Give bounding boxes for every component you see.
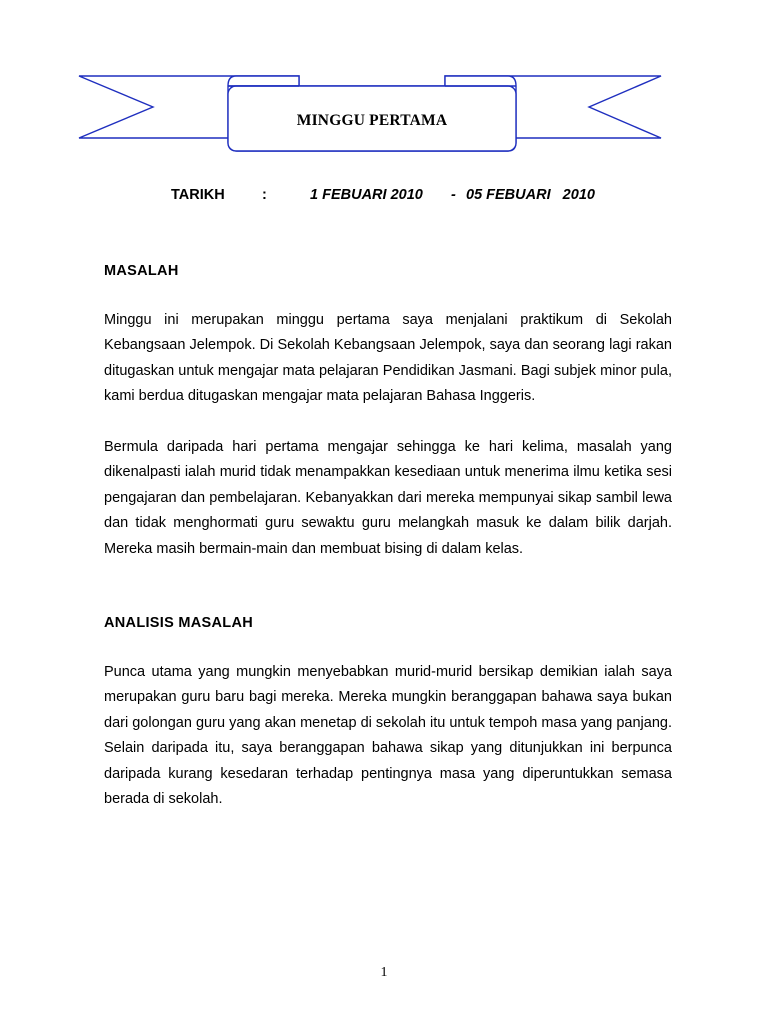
paragraph-masalah-2: Bermula daripada hari pertama mengajar sehingga ke hari kelima, masalah yang dikenalpasti ialah murid tidak menampakkan kesediaan untuk menerima ilmu ketika sesi pengajaran dan pembelajaran. Kebanyakkan dari mereka mempunyai sikap sambil lewa dan tidak menghormati guru sewaktu guru melangkah masuk ke dalam bilik darjah. Mereka masih bermain-main dan membuat bising di dalam kelas. [104,439,672,557]
page-number: 1 [380,965,388,980]
date-colon: : [262,187,267,203]
ribbon-banner [78,72,662,156]
paragraph-analisis-1: Punca utama yang mungkin menyebabkan murid-murid bersikap demikian ialah saya merupakan guru baru bagi mereka. Mereka mungkin beranggapan bahawa saya bukan dari golongan guru yang akan menetap di sekolah itu untuk tempoh masa yang panjang. Selain daripada itu, saya beranggapan bahawa sikap yang ditunjukkan ini berpunca daripada kurang kesedaran terhadap pentingnya masa yang diperuntukkan semasa berada di sekolah. [104,664,672,808]
paragraph-masalah-1: Minggu ini merupakan minggu pertama saya menjalani praktikum di Sekolah Kebangsaan Jelempok. Di Sekolah Kebangsaan Jelempok, saya dan seorang lagi rakan ditugaskan untuk mengajar mata pelajaran Pendidikan Jasmani. Bagi subjek minor pula, kami berdua ditugaskan mengajar mata pelajaran Bahasa Inggeris. [104,312,672,405]
page-title: MINGGU PERTAMA [296,112,448,129]
date-dash: - [451,187,456,203]
section-heading-masalah: MASALAH [104,263,179,279]
date-label: TARIKH [171,187,225,203]
section-heading-analisis: ANALISIS MASALAH [104,615,253,631]
date-start: 1 FEBUARI 2010 [310,187,423,203]
date-end: 05 FEBUARI 2010 [466,187,595,203]
date-row [0,187,768,207]
